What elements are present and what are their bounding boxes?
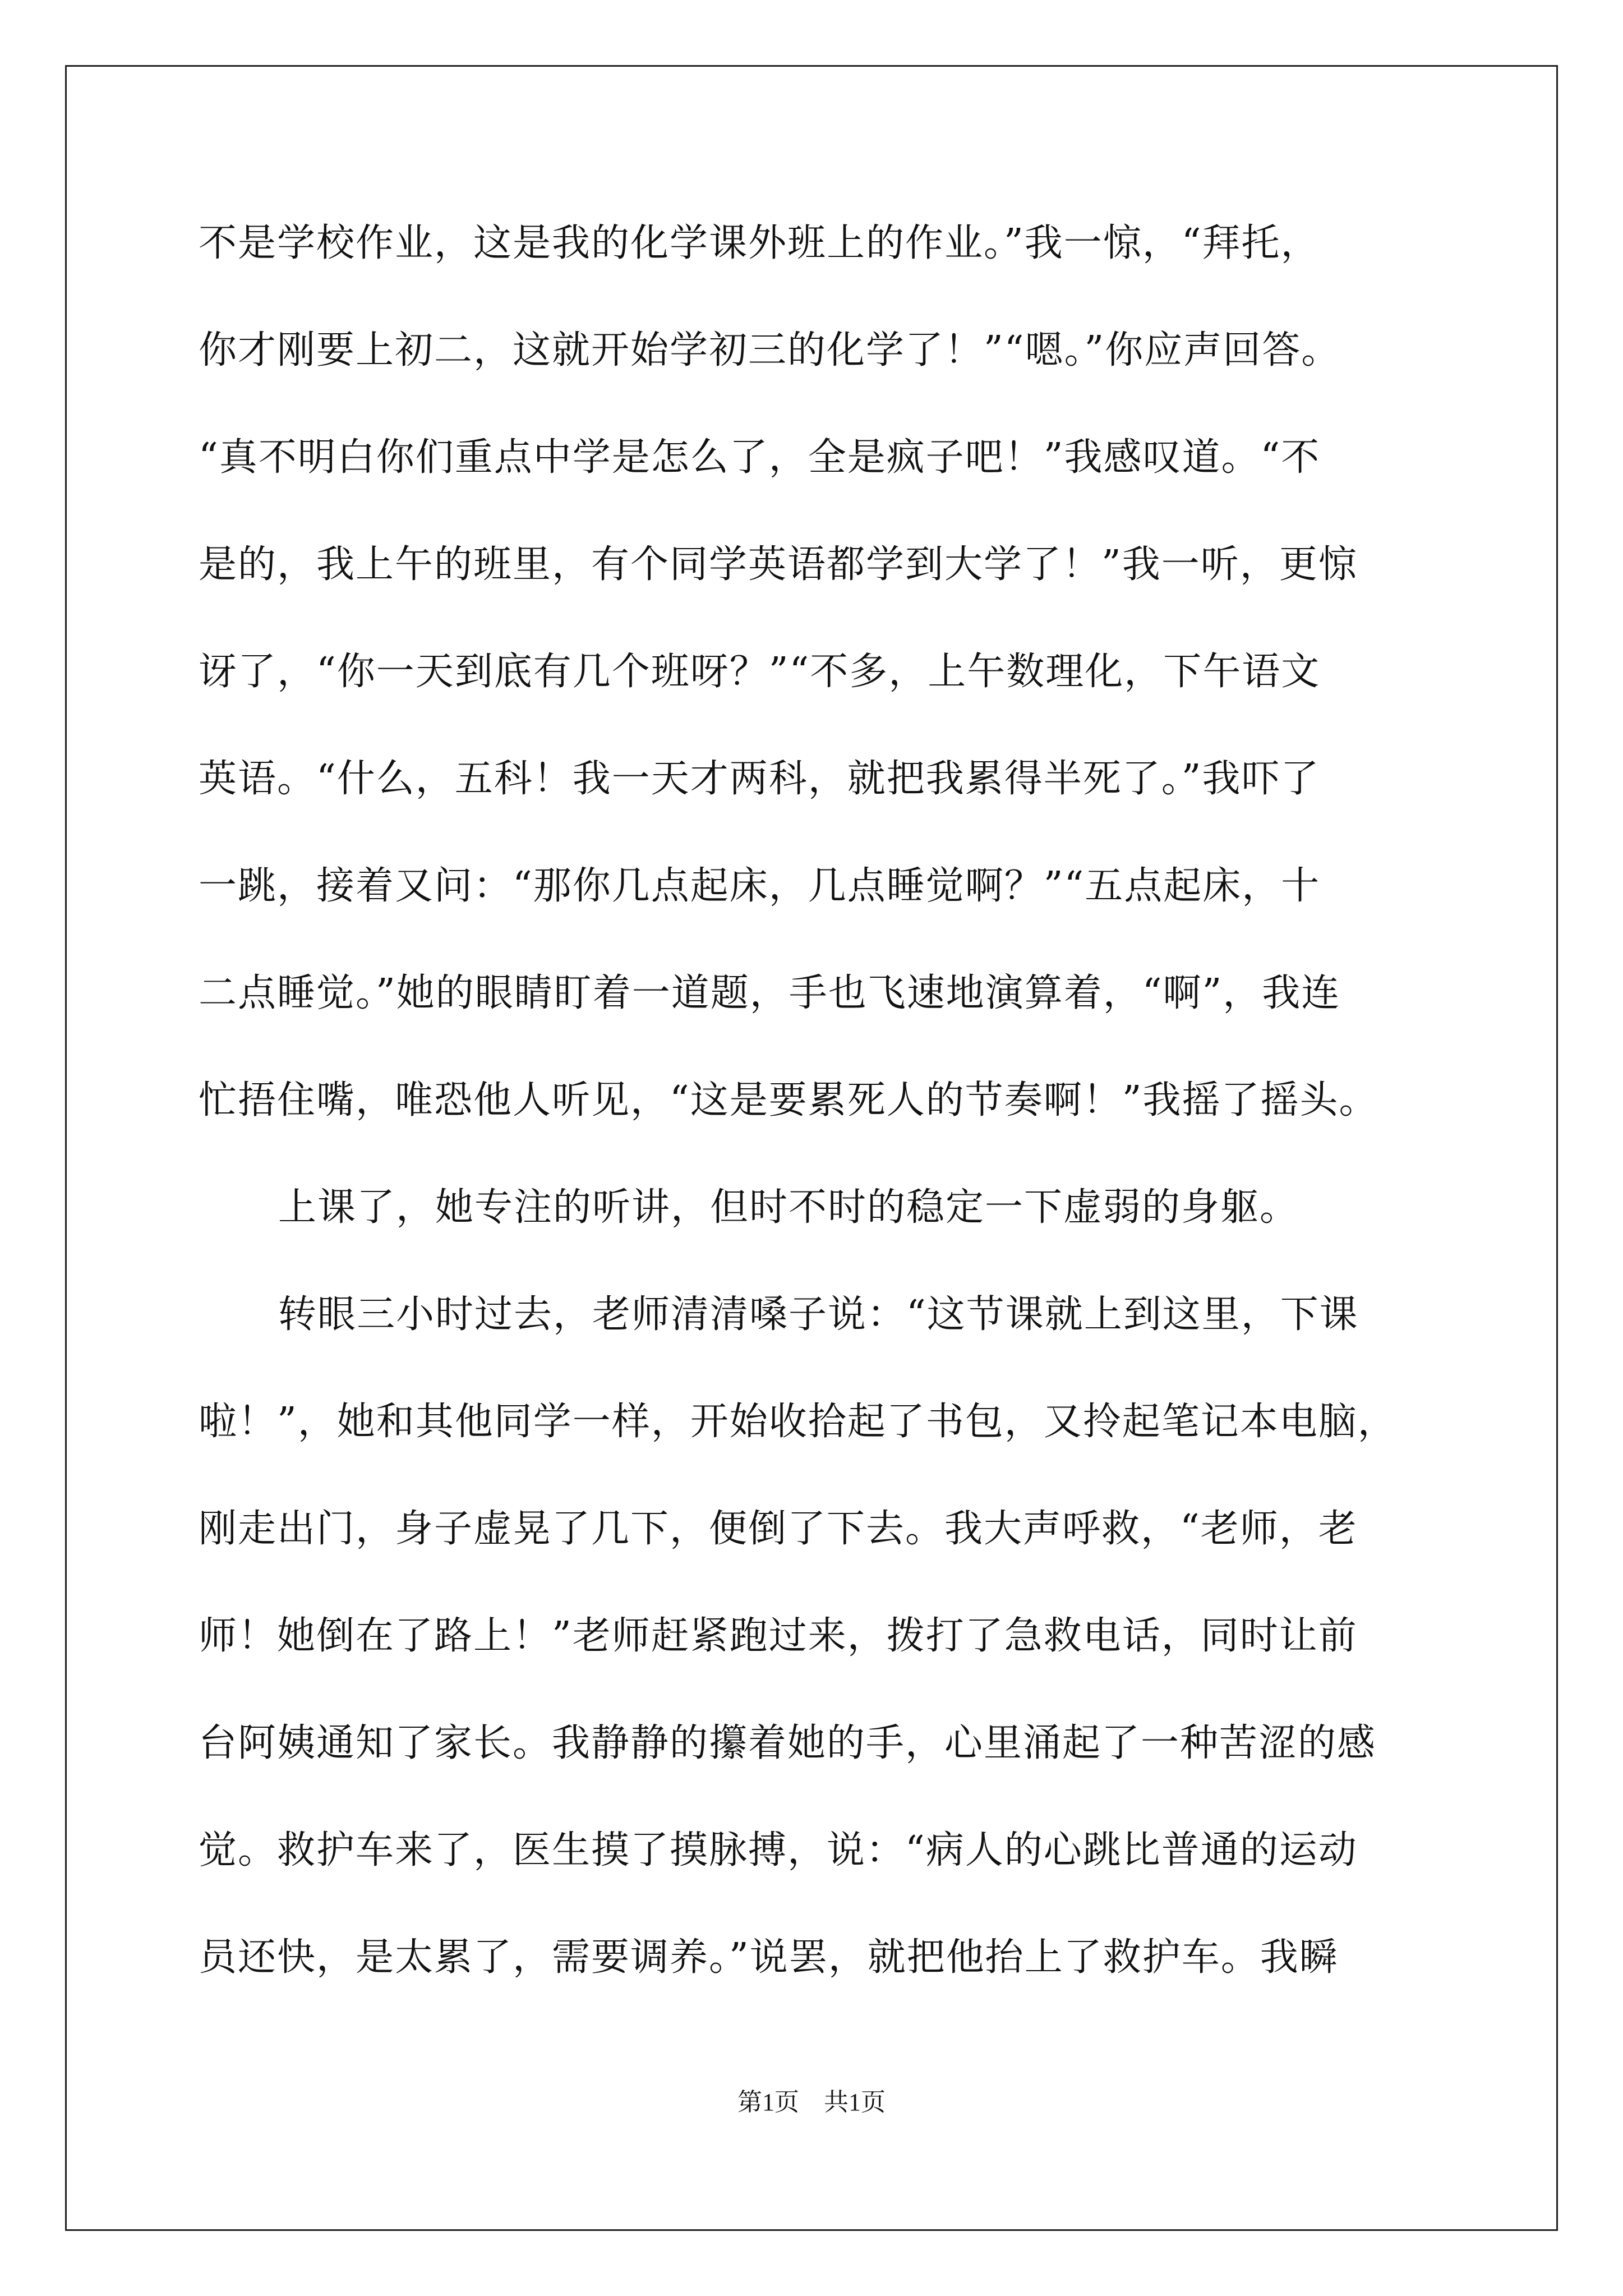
text-line: 是的，我上午的班里，有个同学英语都学到大学了！”我一听，更惊 [199, 542, 1358, 587]
text-line: 一跳，接着又问：“那你几点起床，几点睡觉啊？”“五点起床，十 [199, 864, 1321, 908]
text-line: 上课了，她专注的听讲，但时不时的稳定一下虚弱的身躯。 [278, 1185, 1299, 1230]
text-line: 啦！”，她和其他同学一样，开始收拾起了书包，又拎起笔记本电脑， [199, 1400, 1397, 1444]
text-line: 二点睡觉。”她的眼睛盯着一道题，手也飞速地演算着，“啊”，我连 [199, 971, 1341, 1015]
text-line: 英语。“什么，五科！我一天才两科，就把我累得半死了。”我吓了 [199, 757, 1320, 801]
text-line: 员还快，是太累了，需要调养。”说罢，就把他抬上了救护车。我瞬 [199, 1935, 1339, 1980]
text-line: 师！她倒在了路上！”老师赶紧跑过来，拨打了急救电话，同时让前 [199, 1614, 1358, 1658]
text-line: 忙捂住嘴，唯恐他人听见，“这是要累死人的节奏啊！”我摇了摇头。 [199, 1078, 1378, 1122]
text-line: 转眼三小时过去，老师清清嗓子说：“这节课就上到这里，下课 [278, 1292, 1359, 1337]
text-line: 觉。救护车来了，医生摸了摸脉搏，说：“病人的心跳比普通的运动 [199, 1828, 1358, 1872]
text-line: “真不明白你们重点中学是怎么了，全是疯子吧！”我感叹道。“不 [199, 435, 1321, 480]
text-line: 你才刚要上初二，这就开始学初三的化学了！”“嗯。”你应声回答。 [199, 328, 1341, 372]
text-line: 台阿姨通知了家长。我静静的攥着她的手，心里涌起了一种苦涩的感 [199, 1721, 1377, 1765]
page-footer [0, 2086, 1623, 2119]
page-number-label: 第1页 共1页 [737, 2088, 886, 2116]
text-line: 讶了，“你一天到底有几个班呀？”“不多，上午数理化，下午语文 [199, 650, 1321, 694]
document-body [199, 190, 1449, 2011]
text-line: 不是学校作业，这是我的化学课外班上的作业。”我一惊，“拜托， [199, 221, 1320, 265]
text-line: 刚走出门，身子虚晃了几下，便倒了下去。我大声呼救，“老师，老 [199, 1507, 1358, 1551]
